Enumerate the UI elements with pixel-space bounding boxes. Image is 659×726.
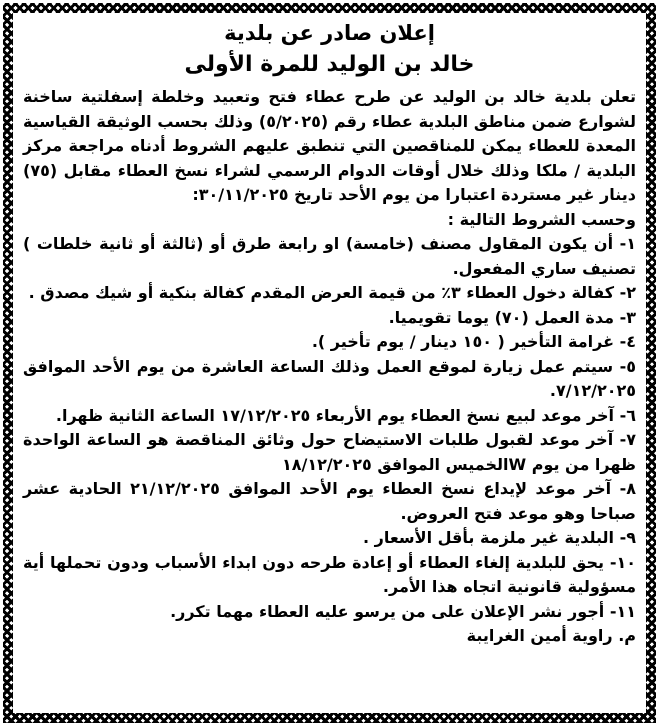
condition-item-3: ٣- مدة العمل (٧٠) يوما تقويميا. [388,307,636,327]
condition-item-5: ٥- سيتم عمل زيارة لموقع العمل وذلك الساعة العاشرة من يوم الأحد الموافق ٧/١٢/٢٠٢٥. [23,356,636,400]
condition-item-10: ١٠- يحق للبلدية إلغاء العطاء أو إعادة طرحه دون ابداء الأسباب ودون تحملها أية مسؤولية قانونية اتجاه هذا الأمر. [23,552,636,596]
decorative-border [3,3,656,723]
announcement-title-line1: إعلان صادر عن بلدية [224,21,435,45]
condition-item-11: ١١- أجور نشر الإعلان على من يرسو عليه العطاء مهما تكرر. [170,601,636,621]
condition-item-1: ١- أن يكون المقاول مصنف (خامسة) او رابعة طرق أو (ثالثة أو ثانية خلطات ) تصنيف ساري المفعول. [23,234,636,278]
signature-engineer-name: م. راوية أمين الغرايبة [466,626,636,645]
condition-item-9: ٩- البلدية غير ملزمة بأقل الأسعار . [363,528,636,547]
condition-item-6: ٦- آخر موعد لبيع نسخ العطاء يوم الأربعاء ١٧/١٢/٢٠٢٥ الساعة الثانية ظهرا. [55,405,636,425]
announcement-title-line2: خالد بن الوليد للمرة الأولى [184,52,475,77]
announcement-content [13,13,646,713]
intro-paragraph: تعلن بلدية خالد بن الوليد عن طرح عطاء فتح وتعبيد وخلطة إسفلتية ساخنة لشوارع ضمن مناطق البلدية عطاء رقم (٥/٢٠٢٥) وذلك بحسب الوثيقة القياسية المعدة للعطاء يمكن للمناقصين التي تنطبق عليهم الشروط أدناه مراجعة مركز البلدية / ملكا وذلك خلال أوقات الدوام الرسمي لشراء نسخ العطاء مقابل (٧٥) دينار غير مستردة اعتبارا من يوم الأحد تاريخ ٣٠/١١/٢٠٢٥: [23,87,636,204]
announcement-body [23,85,636,649]
condition-item-7: ٧- آخر موعد لقبول طلبات الاستيضاح حول وثائق المناقصة هو الساعة الواحدة ظهرا من يوم Wالخميس الموافق ١٨/١٢/٢٠٢٥ [23,430,636,474]
condition-item-8: ٨- آخر موعد لإيداع نسخ العطاء يوم الأحد الموافق ٢١/١٢/٢٠٢٥ الحادية عشر صباحا وهو موعد فتح العروض. [23,479,636,523]
condition-item-2: ٢- كفالة دخول العطاء ٣٪ من قيمة العرض المقدم كفالة بنكية أو شيك مصدق . [28,283,636,302]
conditions-header: وحسب الشروط التالية : [447,209,636,229]
condition-item-4: ٤- غرامة التأخير ( ١٥٠ دينار / يوم تأخير ). [311,332,636,351]
